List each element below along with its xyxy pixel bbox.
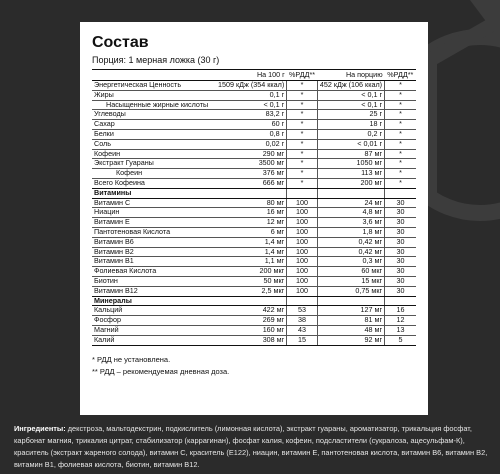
cell-name: Витамины (92, 188, 216, 198)
cell-rdd-portion: 30 (385, 276, 416, 286)
cell-rdd-portion: 13 (385, 325, 416, 335)
table-row (92, 139, 416, 149)
cell-rdd-portion: 30 (385, 247, 416, 257)
table-row (92, 276, 416, 286)
cell-rdd-100g: 38 (287, 316, 318, 326)
cell-per-portion: 0,42 мг (317, 237, 384, 247)
cell-name: Белки (92, 129, 216, 139)
cell-per-portion: 60 мкг (317, 267, 384, 277)
cell-per-100g: 50 мкг (216, 276, 287, 286)
table-row (92, 178, 416, 188)
cell-name: Кальций (92, 306, 216, 316)
cell-per-100g: 60 г (216, 120, 287, 130)
cell-rdd-100g: * (287, 169, 318, 179)
cell-rdd-portion: 30 (385, 208, 416, 218)
cell-per-100g: 80 мг (216, 198, 287, 208)
table-row (92, 110, 416, 120)
cell-per-100g: 0,8 г (216, 129, 287, 139)
cell-per-100g: 12 мг (216, 218, 287, 228)
footnote-not-set: * РДД не установлена. (92, 354, 171, 364)
cell-name: Минералы (92, 296, 216, 306)
cell-per-100g: 16 мг (216, 208, 287, 218)
cell-rdd-100g: * (287, 100, 318, 110)
cell-rdd-100g: 53 (287, 306, 318, 316)
cell-rdd-portion: * (385, 149, 416, 159)
table-header (92, 70, 416, 81)
cell-per-100g: 3500 мг (216, 159, 287, 169)
table-row (92, 227, 416, 237)
cell-per-100g (216, 188, 287, 198)
cell-rdd-portion: 30 (385, 257, 416, 267)
table-row (92, 100, 416, 110)
cell-per-portion (317, 188, 384, 198)
cell-rdd-100g: * (287, 129, 318, 139)
cell-name: Кофеин (92, 169, 216, 179)
cell-per-portion: < 0,1 г (317, 90, 384, 100)
ingredients-text (14, 423, 490, 471)
cell-rdd-100g: 100 (287, 286, 318, 296)
table-body (92, 81, 416, 346)
cell-per-portion: 0,2 г (317, 129, 384, 139)
cell-per-100g: 2,5 мкг (216, 286, 287, 296)
cell-rdd-portion: * (385, 139, 416, 149)
cell-per-100g: 200 мкг (216, 267, 287, 277)
cell-rdd-portion: 5 (385, 335, 416, 345)
footnotes (92, 354, 416, 378)
cell-rdd-100g: 100 (287, 267, 318, 277)
cell-rdd-100g: 100 (287, 237, 318, 247)
cell-rdd-100g: 43 (287, 325, 318, 335)
table-row (92, 90, 416, 100)
cell-per-100g: 6 мг (216, 227, 287, 237)
table-row (92, 267, 416, 277)
table-row (92, 129, 416, 139)
cell-name: Витамин E (92, 218, 216, 228)
cell-per-100g: 666 мг (216, 178, 287, 188)
cell-per-portion: 0,75 мкг (317, 286, 384, 296)
nutrition-table (92, 69, 416, 346)
cell-rdd-portion: * (385, 120, 416, 130)
cell-rdd-100g: 100 (287, 227, 318, 237)
cell-rdd-portion: 30 (385, 286, 416, 296)
cell-rdd-100g: 100 (287, 208, 318, 218)
header-per-portion: На порцию (317, 70, 384, 81)
composition-title: Состав (92, 34, 149, 51)
cell-rdd-100g: * (287, 110, 318, 120)
cell-per-100g: 0,1 г (216, 90, 287, 100)
cell-rdd-portion: 30 (385, 227, 416, 237)
cell-name: Витамин B12 (92, 286, 216, 296)
cell-rdd-portion: 30 (385, 267, 416, 277)
cell-rdd-portion: 30 (385, 218, 416, 228)
cell-per-portion: 200 мг (317, 178, 384, 188)
cell-name: Фосфор (92, 316, 216, 326)
cell-per-portion: 113 мг (317, 169, 384, 179)
cell-name: Магний (92, 325, 216, 335)
cell-rdd-100g: 100 (287, 276, 318, 286)
portion-size: Порция: 1 мерная ложка (30 г) (92, 55, 220, 65)
cell-per-portion: 1,8 мг (317, 227, 384, 237)
cell-per-portion: 0,3 мг (317, 257, 384, 267)
cell-rdd-portion: * (385, 178, 416, 188)
cell-per-100g: 1,4 мг (216, 247, 287, 257)
cell-per-portion: < 0,01 г (317, 139, 384, 149)
cell-rdd-100g: * (287, 81, 318, 91)
table-row (92, 237, 416, 247)
cell-name: Соль (92, 139, 216, 149)
cell-name: Углеводы (92, 110, 216, 120)
cell-rdd-100g: 100 (287, 218, 318, 228)
cell-per-portion: 92 мг (317, 335, 384, 345)
nutrition-card (80, 22, 428, 415)
cell-rdd-100g: 100 (287, 247, 318, 257)
cell-per-portion: 24 мг (317, 198, 384, 208)
cell-per-100g: 83,2 г (216, 110, 287, 120)
cell-per-portion: 127 мг (317, 306, 384, 316)
table-row (92, 286, 416, 296)
cell-name: Фолиевая Кислота (92, 267, 216, 277)
cell-per-100g: 422 мг (216, 306, 287, 316)
cell-per-100g: 1509 кДж (354 ккал) (216, 81, 287, 91)
cell-per-100g: 160 мг (216, 325, 287, 335)
cell-rdd-portion: 12 (385, 316, 416, 326)
cell-name: Жиры (92, 90, 216, 100)
cell-name: Биотин (92, 276, 216, 286)
cell-name: Витамин B2 (92, 247, 216, 257)
cell-per-100g: 1,1 мг (216, 257, 287, 267)
cell-rdd-portion: 16 (385, 306, 416, 316)
cell-per-portion: 452 кДж (106 ккал) (317, 81, 384, 91)
cell-per-portion: 4,8 мг (317, 208, 384, 218)
cell-per-100g: 269 мг (216, 316, 287, 326)
cell-rdd-100g: 100 (287, 198, 318, 208)
cell-rdd-portion (385, 188, 416, 198)
cell-per-portion: 0,42 мг (317, 247, 384, 257)
cell-name: Ниацин (92, 208, 216, 218)
cell-name: Пантотеновая Кислота (92, 227, 216, 237)
header-rdd-100g: %РДД** (287, 70, 318, 81)
cell-name: Витамин C (92, 198, 216, 208)
cell-rdd-portion: * (385, 90, 416, 100)
cell-rdd-portion: * (385, 100, 416, 110)
cell-rdd-100g: * (287, 159, 318, 169)
cell-name: Витамин B1 (92, 257, 216, 267)
cell-name: Насыщенные жирные кислоты (92, 100, 216, 110)
cell-per-portion: 18 г (317, 120, 384, 130)
cell-name: Витамин B6 (92, 237, 216, 247)
header-name (92, 70, 216, 81)
ingredients-list: декстроза, мальтодекстрин, подкислитель (лимонная кислота), экстракт гуараны, ароматизатор, трикальция фосфат, карбонат магния, трикалия цитрат, стабилизатор (каррагинан), фосфат калия, кофеин, подсластители (сукралоза, ацесульфам-К), краситель (экстракт жареного солода), витамин С, краситель (Е122), ниацин, витамин Е, пантотеновая кислота, витамин В6, витамин В2, витамин В1, фолиевая кислота, биотин, витамин В12. (14, 424, 488, 469)
cell-rdd-100g: * (287, 139, 318, 149)
cell-rdd-100g: * (287, 90, 318, 100)
cell-name: Энергетическая Ценность (92, 81, 216, 91)
cell-rdd-portion: 30 (385, 237, 416, 247)
cell-per-portion: < 0,1 г (317, 100, 384, 110)
cell-per-portion: 15 мкг (317, 276, 384, 286)
table-row (92, 81, 416, 91)
cell-rdd-portion: * (385, 169, 416, 179)
table-row (92, 188, 416, 198)
cell-rdd-portion: * (385, 129, 416, 139)
cell-per-100g: 1,4 мг (216, 237, 287, 247)
cell-name: Сахар (92, 120, 216, 130)
table-row (92, 169, 416, 179)
cell-rdd-portion: * (385, 110, 416, 120)
cell-per-portion: 48 мг (317, 325, 384, 335)
header-rdd-portion: %РДД** (385, 70, 416, 81)
cell-name: Экстракт Гуараны (92, 159, 216, 169)
cell-per-100g: < 0,1 г (216, 100, 287, 110)
cell-rdd-100g: * (287, 149, 318, 159)
header-per-100g: На 100 г (216, 70, 287, 81)
cell-per-portion: 81 мг (317, 316, 384, 326)
cell-name: Калий (92, 335, 216, 345)
cell-rdd-100g (287, 188, 318, 198)
ingredients-label: Ингредиенты: (14, 424, 66, 433)
cell-per-portion: 25 г (317, 110, 384, 120)
cell-rdd-100g: 100 (287, 257, 318, 267)
cell-rdd-100g: * (287, 120, 318, 130)
cell-per-100g: 290 мг (216, 149, 287, 159)
cell-rdd-100g: 15 (287, 335, 318, 345)
cell-per-100g: 0,02 г (216, 139, 287, 149)
cell-per-portion: 87 мг (317, 149, 384, 159)
cell-per-100g: 308 мг (216, 335, 287, 345)
footnote-rdd: ** РДД – рекомендуемая дневная доза. (92, 366, 230, 376)
cell-rdd-portion: 30 (385, 198, 416, 208)
cell-rdd-portion: * (385, 81, 416, 91)
table-row (92, 335, 416, 345)
table-row (92, 120, 416, 130)
cell-rdd-100g: * (287, 178, 318, 188)
cell-per-portion: 1050 мг (317, 159, 384, 169)
table-row (92, 325, 416, 335)
cell-name: Всего Кофеина (92, 178, 216, 188)
table-row (92, 218, 416, 228)
cell-per-100g: 376 мг (216, 169, 287, 179)
cell-per-portion: 3,6 мг (317, 218, 384, 228)
table-row (92, 316, 416, 326)
cell-rdd-portion: * (385, 159, 416, 169)
cell-name: Кофеин (92, 149, 216, 159)
